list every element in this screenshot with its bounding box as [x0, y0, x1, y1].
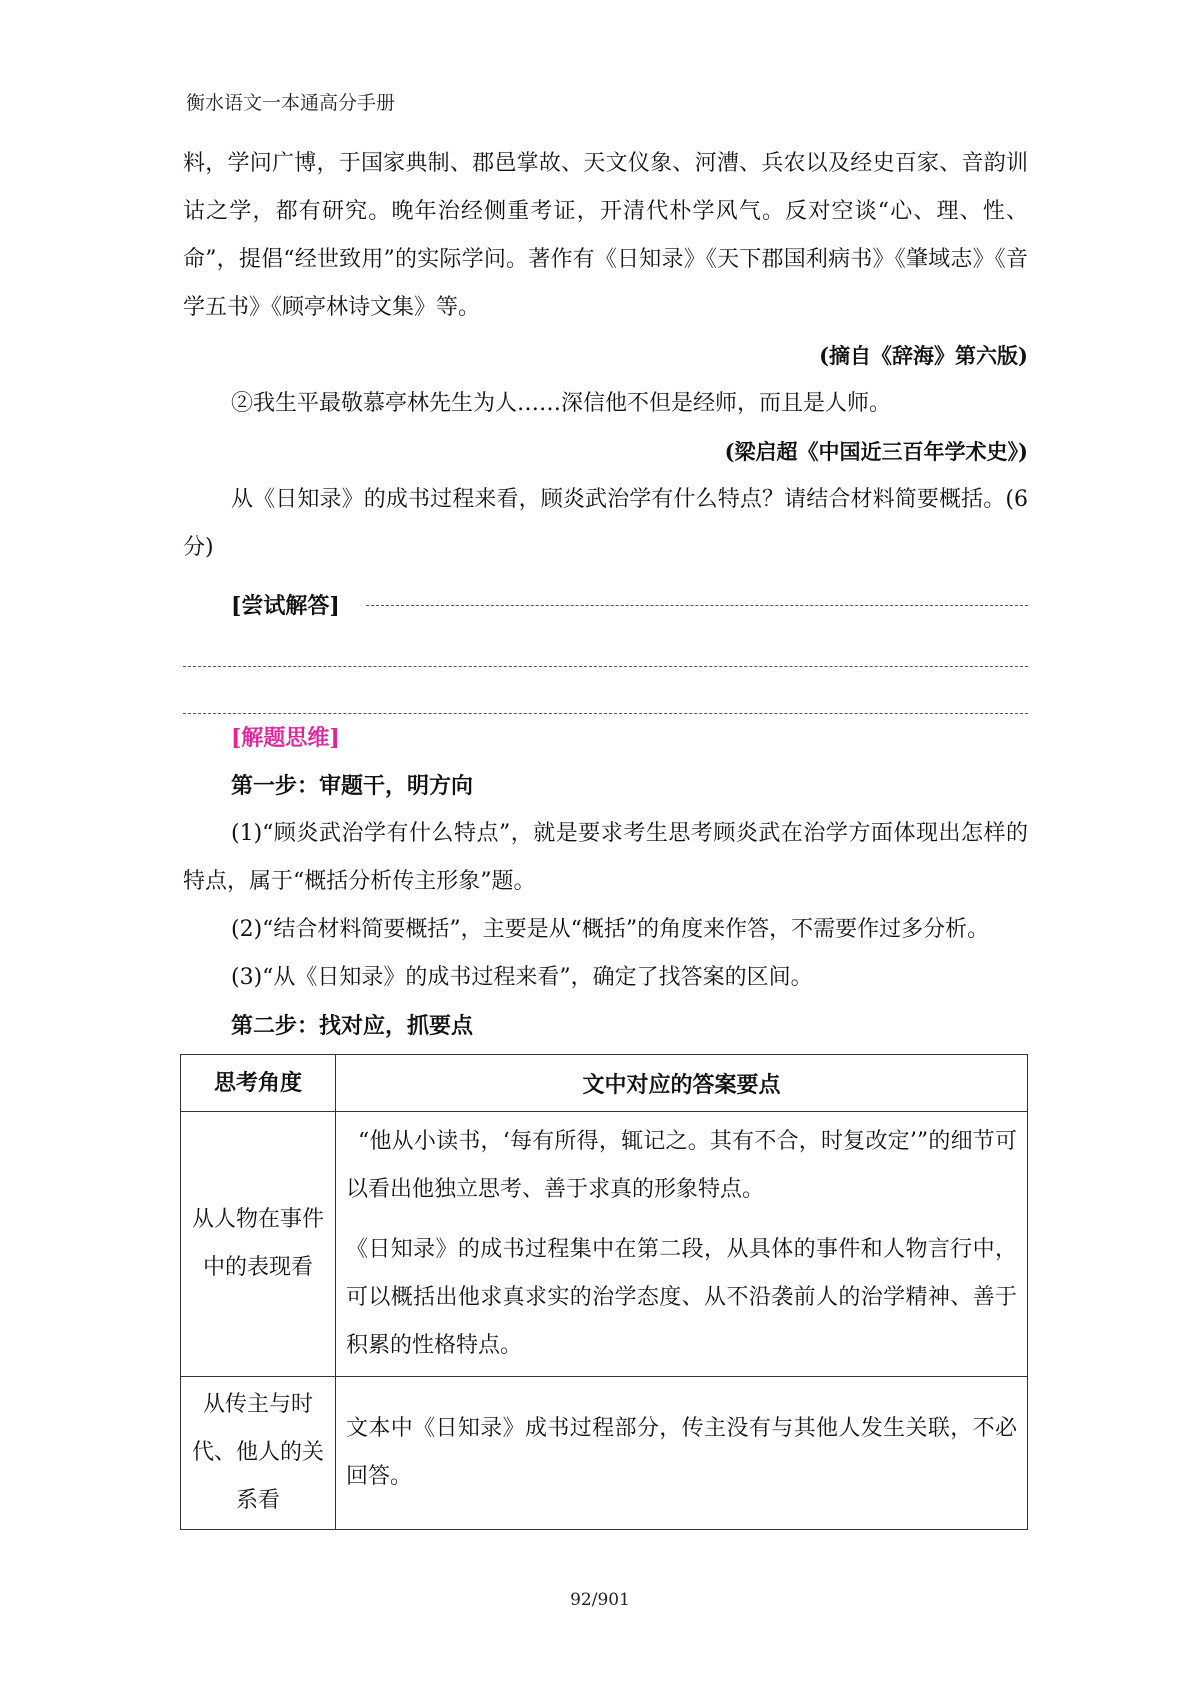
running-header: 衡水语文一本通高分手册	[186, 92, 396, 114]
paragraph-quote: ②我生平最敬慕亭林先生为人……深信他不但是经师，而且是人师。	[231, 391, 892, 416]
table-cell-points	[336, 1112, 1028, 1377]
table-header-points: 文中对应的答案要点	[336, 1055, 1028, 1112]
try-answer-label: [尝试解答]	[231, 593, 340, 619]
answer-line-1	[183, 572, 1028, 620]
thinking-label: [解题思维]	[231, 725, 340, 751]
point-process: 《日知录》的成书过程集中在第二段，从具体的事件和人物言行中，可以概括出他求真求实的治学态度、从不沿袭前人的治学精神、善于积累的性格特点。	[346, 1237, 1017, 1358]
table-cell-points: 文本中《日知录》成书过程部分，传主没有与其他人发生关联，不必回答。	[336, 1377, 1028, 1530]
question-text: 从《日知录》的成书过程来看，顾炎武治学有什么特点？请结合材料简要概括。(6分)	[183, 487, 1028, 560]
step-two-heading: 第二步：找对应，抓要点	[231, 1013, 474, 1039]
source-cihai: (摘自《辞海》第六版)	[819, 343, 1028, 368]
table-row	[181, 1112, 1028, 1377]
page-number: 92/901	[570, 1590, 630, 1610]
table-row	[181, 1377, 1028, 1530]
answer-blank[interactable]	[366, 604, 1028, 606]
table-cell-angle: 从人物在事件中的表现看	[181, 1112, 336, 1377]
step-one-point-3: (3)“从《日知录》的成书过程来看”，确定了找答案的区间。	[231, 965, 813, 990]
table-cell-angle: 从传主与时代、他人的关系看	[181, 1377, 336, 1530]
answer-line-2[interactable]	[183, 620, 1028, 667]
table-header-row	[181, 1055, 1028, 1112]
answer-line-3[interactable]	[183, 667, 1028, 714]
step-one-point-1: (1)“顾炎武治学有什么特点”，就是要求考生思考顾炎武在治学方面体现出怎样的特点，属于“概括分析传主形象”题。	[183, 821, 1028, 894]
paragraph-biography: 料，学问广博，于国家典制、郡邑掌故、天文仪象、河漕、兵农以及经史百家、音韵训诂之学，都有研究。晚年治经侧重考证，开清代朴学风气。反对空谈“心、理、性、命”，提倡“经世致用”的实际学问。著作有《日知录》《天下郡国利病书》《肇域志》《音学五书》《顾亭林诗文集》等。	[183, 151, 1028, 320]
table-header-angle: 思考角度	[181, 1055, 336, 1112]
page-content	[183, 140, 1028, 1530]
source-liang: (梁启超《中国近三百年学术史》)	[724, 439, 1028, 464]
point-detail: “他从小读书，‘每有所得，辄记之。其有不合，时复改定’”的细节可以看出他独立思考、善于求真的形象特点。	[346, 1129, 1017, 1202]
step-one-heading: 第一步：审题干，明方向	[231, 773, 474, 799]
step-one-point-2: (2)“结合材料简要概括”，主要是从“概括”的角度来作答，不需要作过多分析。	[231, 917, 990, 942]
answer-points-table	[180, 1054, 1028, 1530]
